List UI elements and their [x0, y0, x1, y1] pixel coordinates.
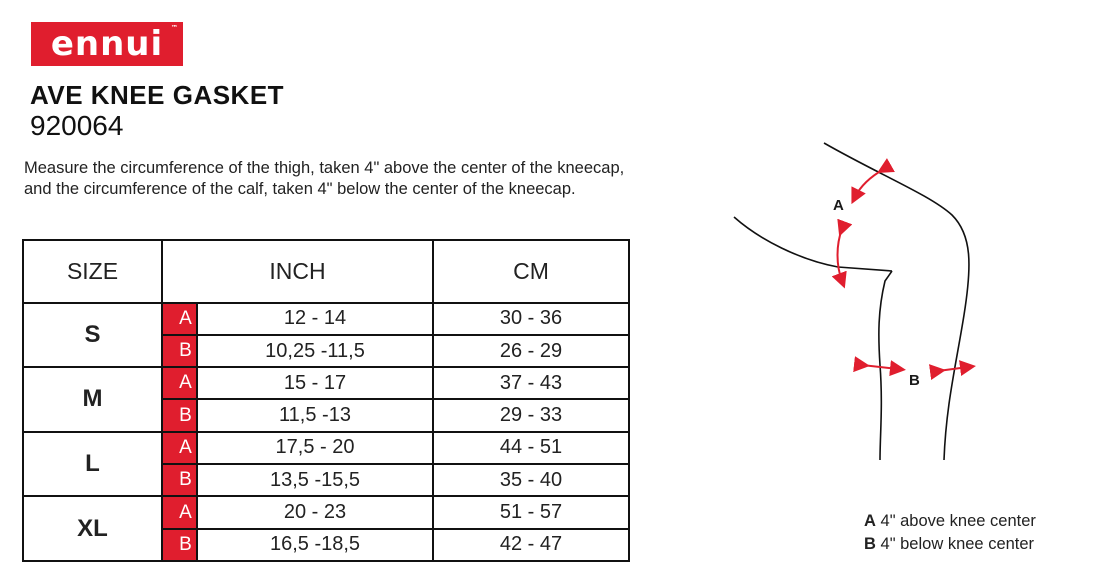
inch-value: 15 - 17 — [197, 367, 433, 399]
leg-outline — [734, 143, 969, 460]
cm-value: 35 - 40 — [433, 464, 629, 496]
measure-key: B — [162, 399, 197, 431]
header-size: SIZE — [23, 240, 162, 303]
measure-key: B — [162, 335, 197, 367]
knee-diagram — [720, 135, 990, 475]
calf-arrow-right — [938, 367, 968, 371]
size-label: L — [23, 432, 162, 497]
measure-key: A — [162, 496, 197, 528]
measure-key: B — [162, 529, 197, 561]
cm-value: 44 - 51 — [433, 432, 629, 464]
logo-text: ennui — [50, 24, 164, 64]
legend-text: 4" below knee center — [880, 535, 1035, 553]
size-label: M — [23, 367, 162, 432]
legend-item-a — [864, 510, 1036, 533]
cm-value: 30 - 36 — [433, 303, 629, 335]
arrows — [838, 169, 969, 371]
brand-logo — [31, 22, 183, 66]
header-inch: INCH — [162, 240, 433, 303]
legend-item-b — [864, 533, 1036, 556]
legend-key: A — [864, 512, 876, 530]
measure-key: A — [162, 432, 197, 464]
inch-value: 17,5 - 20 — [197, 432, 433, 464]
product-name: AVE KNEE GASKET — [30, 80, 285, 110]
measurement-instructions: Measure the circumference of the thigh, taken 4" above the center of the kneecap, and the circumference of the calf, taken 4" below the center of the kneecap. — [24, 159, 625, 198]
inch-value: 12 - 14 — [197, 303, 433, 335]
header-cm: CM — [433, 240, 629, 303]
table-row — [23, 303, 629, 335]
size-chart-table — [22, 239, 630, 562]
cm-value: 29 - 33 — [433, 399, 629, 431]
inch-value: 13,5 -15,5 — [197, 464, 433, 496]
diagram-label-a: A — [833, 197, 844, 214]
measure-key: A — [162, 367, 197, 399]
inch-value: 10,25 -11,5 — [197, 335, 433, 367]
legend-text: 4" above knee center — [880, 512, 1036, 530]
measure-key: B — [162, 464, 197, 496]
size-label: XL — [23, 496, 162, 561]
inch-value: 11,5 -13 — [197, 399, 433, 431]
inch-value: 20 - 23 — [197, 496, 433, 528]
trademark-mark: ™ — [171, 24, 179, 32]
table-row — [23, 367, 629, 399]
size-label: S — [23, 303, 162, 368]
cm-value: 42 - 47 — [433, 529, 629, 561]
legend-key: B — [864, 535, 876, 553]
thigh-arrow-lower — [838, 229, 843, 281]
diagram-label-b: B — [909, 372, 920, 389]
inch-value: 16,5 -18,5 — [197, 529, 433, 561]
cm-value: 37 - 43 — [433, 367, 629, 399]
product-code: 920064 — [30, 110, 124, 141]
table-row — [23, 432, 629, 464]
cm-value: 51 - 57 — [433, 496, 629, 528]
measure-key: A — [162, 303, 197, 335]
measurement-legend — [864, 510, 1036, 556]
table-header-row — [23, 240, 629, 303]
cm-value: 26 - 29 — [433, 335, 629, 367]
table-row — [23, 496, 629, 528]
